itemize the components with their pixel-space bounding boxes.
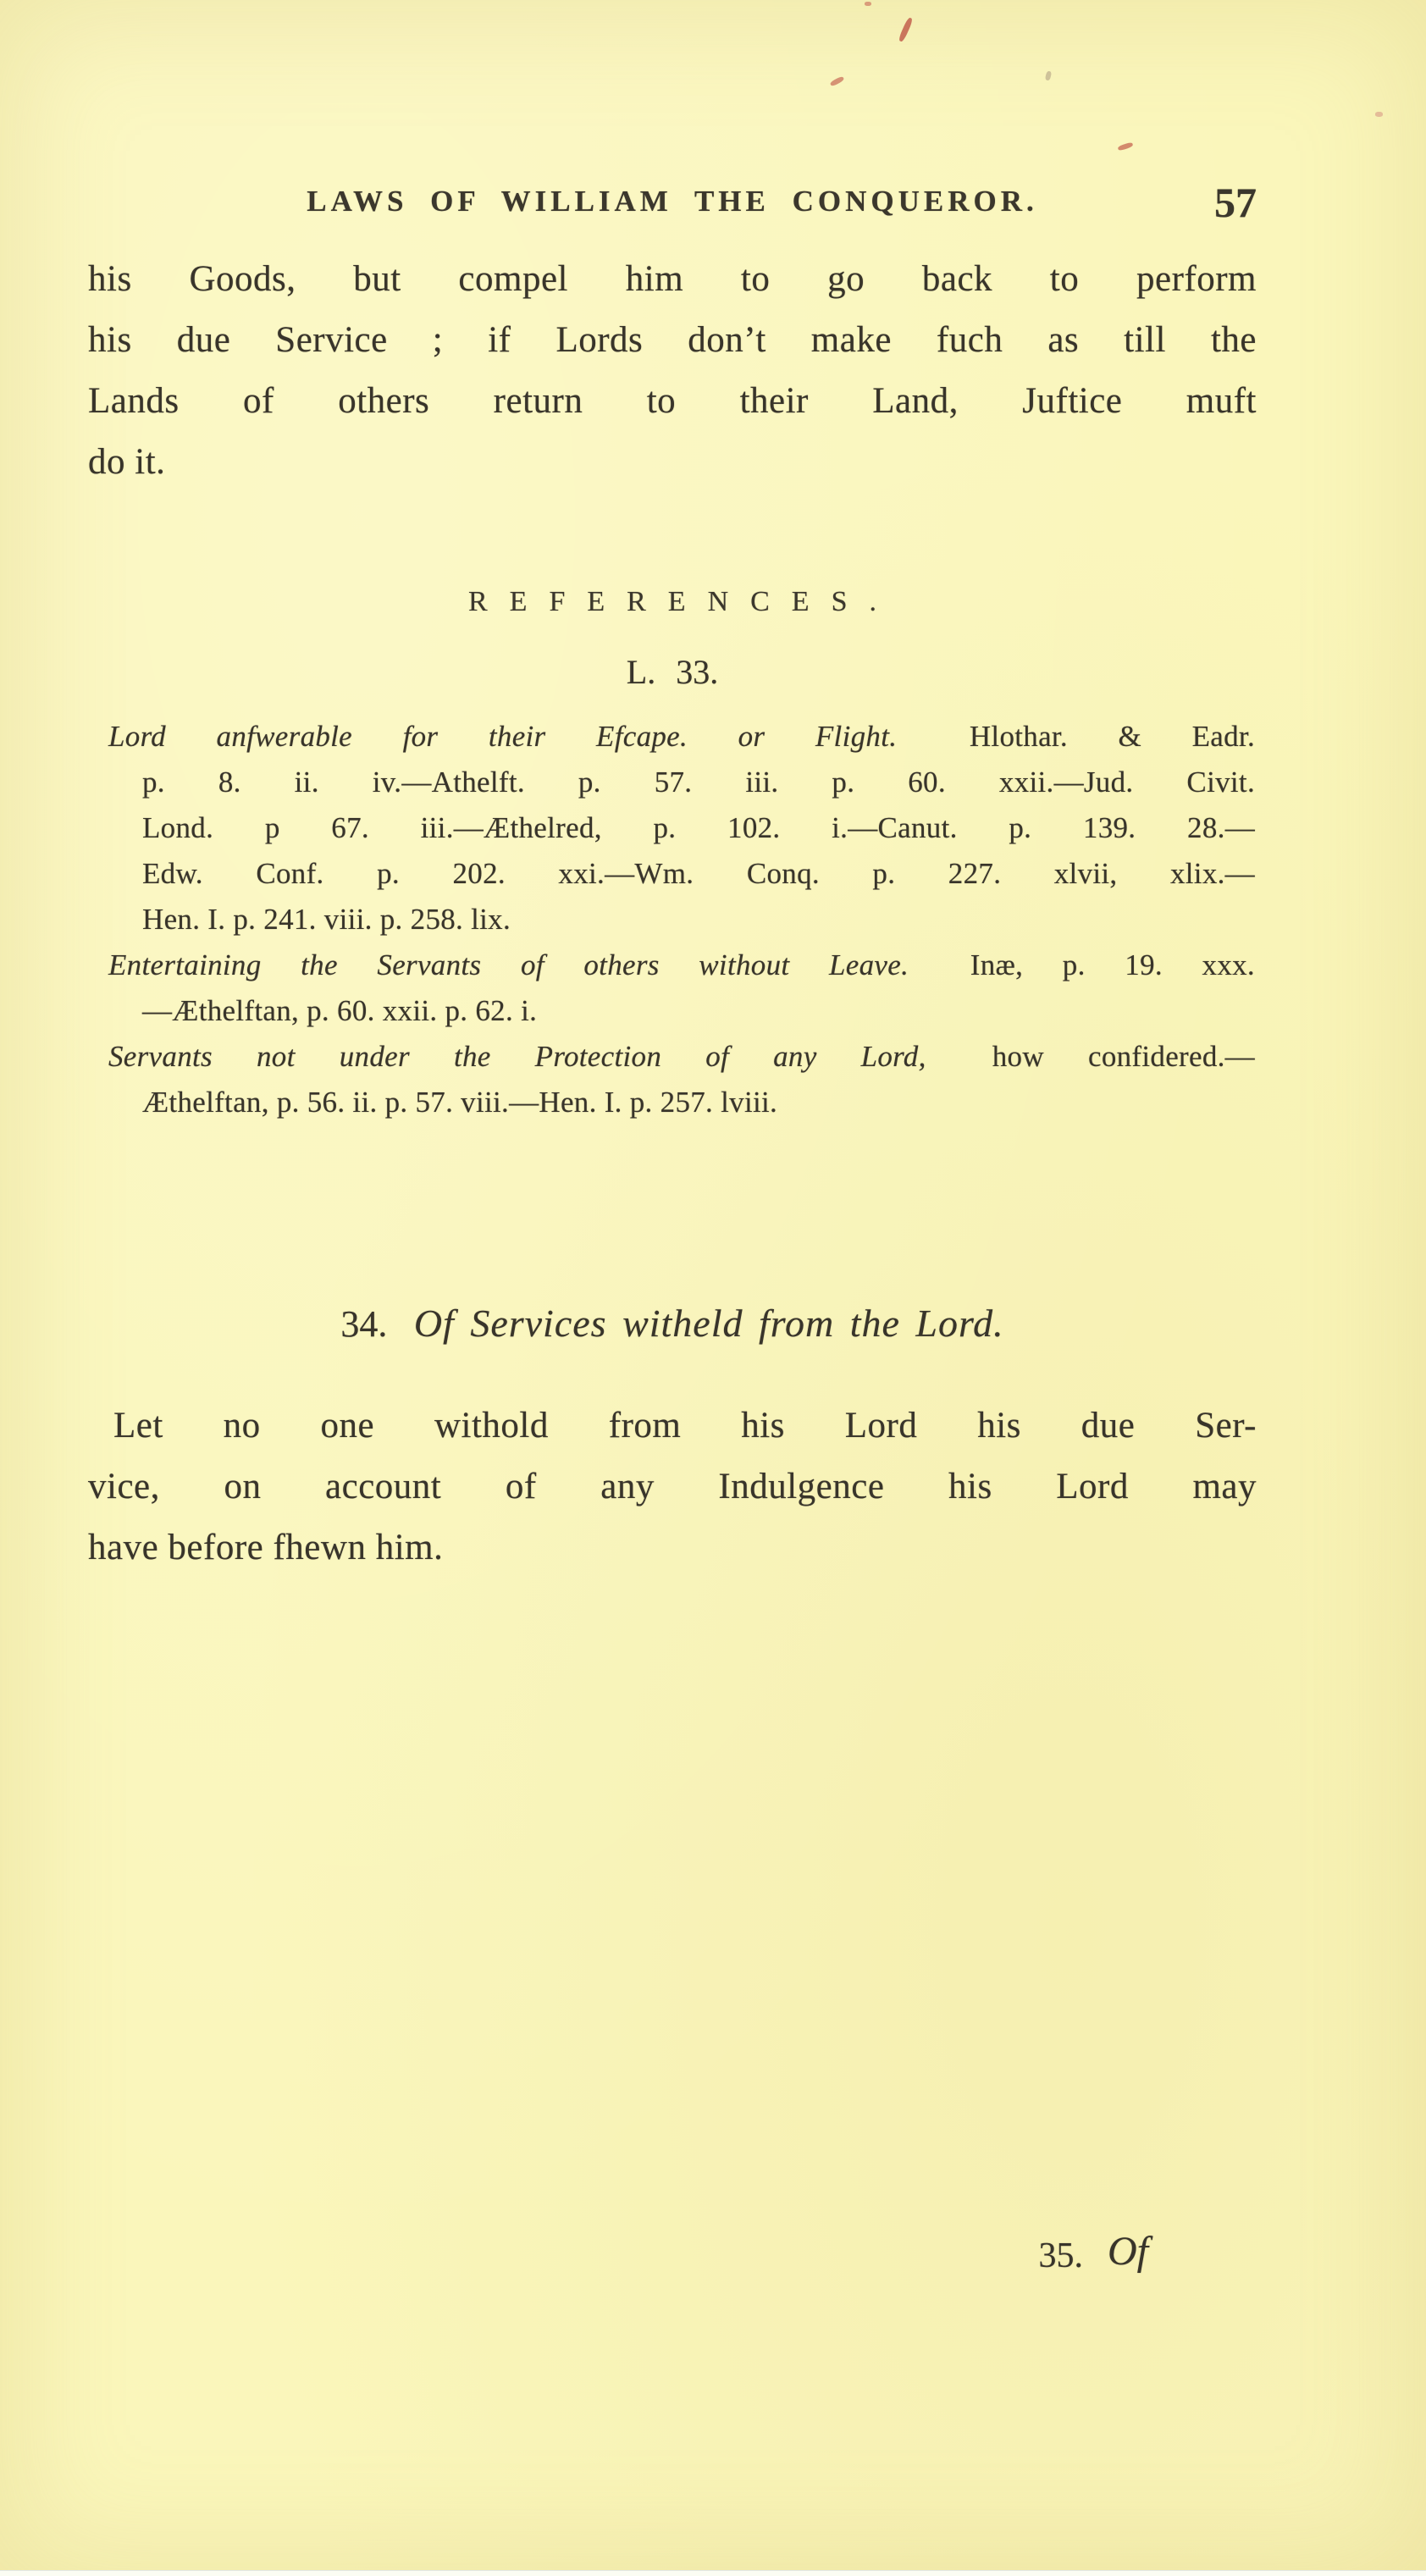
reference-topic: Servants not under the Protection of any Lord, (108, 1040, 926, 1073)
page-number: 57 (1214, 179, 1257, 226)
reference-topic: Entertaining the Servants of others without Leave. (108, 948, 909, 981)
scan-speck (1118, 141, 1134, 151)
scan-speck (1375, 112, 1383, 117)
reference-line: —Æthelftan, p. 60. xxii. p. 62. i. (142, 994, 538, 1027)
catchword-number: 35. (1038, 2236, 1083, 2275)
paragraph-line: his Goods, but compel him to go back to perform (88, 259, 1257, 299)
references-law-number: L. 33. (626, 653, 719, 691)
references-heading: REFERENCES. (468, 586, 898, 617)
reference-lead-line (108, 714, 1255, 760)
running-header-title: LAWS OF WILLIAM THE CONQUEROR. (307, 185, 1038, 218)
section-title: Of Services witheld from the Lord. (413, 1302, 1004, 1345)
reference-line: Edw. Conf. p. 202. xxi.—Wm. Conq. p. 227. xlvii, xlix.— (142, 857, 1255, 890)
paragraph-line: have before fhewn him. (88, 1528, 444, 1567)
page-header (88, 185, 1257, 218)
reference-line: Æthelftan, p. 56. ii. p. 57. viii.—Hen. I. p. 257. lviii. (142, 1086, 778, 1119)
reference-citation: Inæ, p. 19. xxx. (970, 948, 1255, 981)
reference-citation: how confidered.— (992, 1040, 1255, 1073)
section-heading (88, 1301, 1257, 1346)
reference-citation: Hlothar. & Eadr. (969, 720, 1255, 753)
paragraph-continuation (88, 249, 1257, 493)
reference-entry (108, 943, 1255, 1034)
paragraph-line: Lands of others return to their Land, Juftice muft (88, 381, 1257, 421)
reference-entry (108, 1034, 1255, 1125)
scan-edge (0, 2570, 1426, 2576)
scan-speck (865, 2, 871, 6)
reference-line: p. 8. ii. iv.—Athelft. p. 57. iii. p. 60. xxii.—Jud. Civit. (142, 766, 1255, 799)
reference-topic: Lord anfwerable for their Efcape. or Flight. (108, 720, 898, 753)
section-paragraph (88, 1396, 1257, 1578)
paragraph-line: vice, on account of any Indulgence his Lord may (88, 1467, 1257, 1506)
reference-lead-line (108, 1034, 1255, 1080)
paragraph-line: his due Service ; if Lords don’t make fuch as till the (88, 320, 1257, 360)
scan-speck (898, 17, 914, 42)
scan-speck (1045, 70, 1052, 80)
catchword-word: Of (1108, 2229, 1148, 2274)
reference-lead-line (108, 943, 1255, 988)
paragraph-line: do it. (88, 442, 166, 482)
reference-line: Hen. I. p. 241. viii. p. 258. lix. (142, 903, 511, 936)
section-number: 34. (340, 1303, 388, 1345)
paragraph-line: Let no one withold from his Lord his due Ser- (113, 1406, 1257, 1446)
catchword (1039, 2231, 1149, 2277)
references-list (108, 714, 1255, 1125)
scan-speck (830, 75, 845, 86)
reference-line: Lond. p 67. iii.—Æthelred, p. 102. i.—Canut. p. 139. 28.— (142, 811, 1255, 844)
reference-entry (108, 714, 1255, 943)
